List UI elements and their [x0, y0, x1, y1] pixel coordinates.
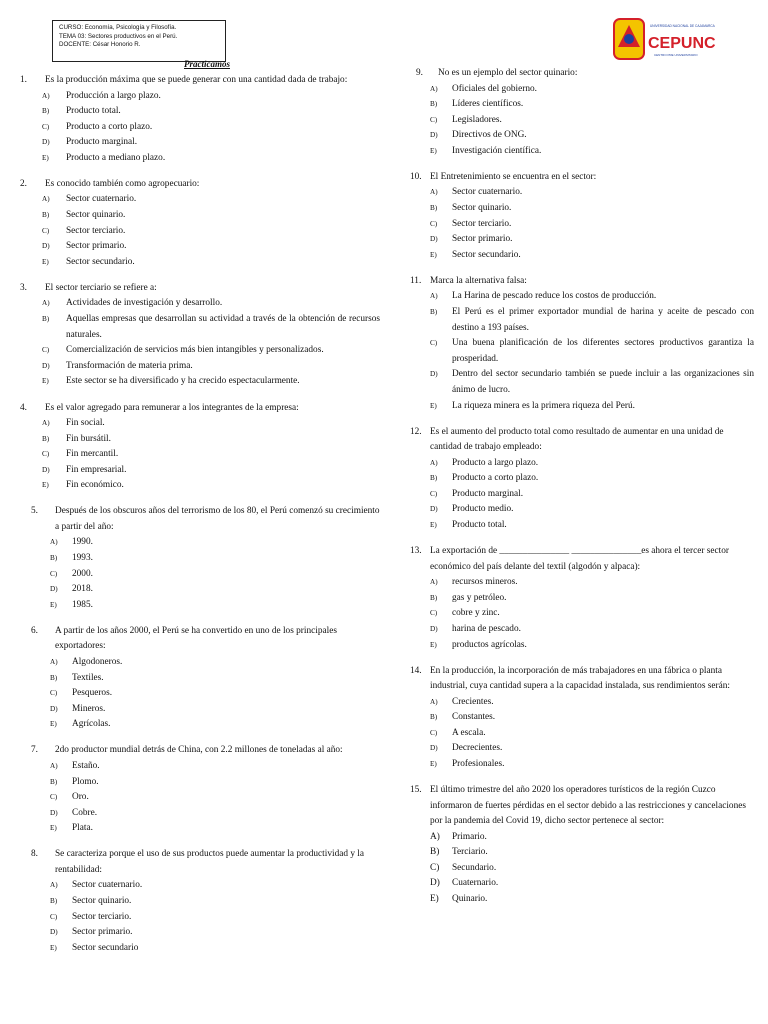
option-letter: E) — [42, 257, 49, 266]
question-number: 4. — [20, 402, 27, 413]
question-number: 10. — [410, 171, 422, 182]
option-d[interactable] — [20, 463, 380, 479]
option-letter: B) — [430, 713, 438, 722]
topic-line: TEMA 03: Sectores productivos en el Perú. — [59, 32, 178, 40]
option-letter: B) — [50, 777, 58, 786]
question-9 — [410, 66, 754, 159]
option-a[interactable] — [20, 878, 380, 894]
option-letter: E) — [430, 521, 437, 530]
option-a[interactable] — [20, 296, 380, 312]
option-text: gas y petróleo. — [452, 592, 507, 603]
option-b[interactable] — [410, 201, 754, 217]
option-letter: C) — [430, 489, 438, 498]
option-d[interactable] — [20, 582, 380, 598]
option-letter: D) — [42, 361, 50, 370]
option-text: Este sector se ha diversificado y ha crecido espectacularmente. — [66, 376, 300, 387]
option-c[interactable] — [410, 726, 754, 742]
option-c[interactable] — [20, 686, 380, 702]
question-text: Es conocido también como agropecuario: — [45, 178, 200, 189]
option-c[interactable] — [20, 447, 380, 463]
option-letter: A) — [42, 299, 50, 308]
option-c[interactable] — [410, 861, 754, 877]
question-number: 5. — [31, 506, 38, 517]
question-number: 2. — [20, 178, 27, 189]
option-letter: D) — [430, 131, 438, 140]
question-text: A partir de los años 2000, el Perú se ha convertido en uno de los principales exportadores: — [55, 625, 337, 652]
option-letter: A) — [50, 538, 58, 547]
option-e[interactable] — [20, 478, 380, 494]
question-10 — [410, 170, 754, 263]
option-text: Producto total. — [452, 520, 507, 531]
question-1 — [20, 73, 380, 166]
option-d[interactable] — [20, 806, 380, 822]
option-letter: C) — [42, 346, 50, 355]
option-letter: C) — [430, 862, 440, 873]
option-letter: C) — [50, 569, 58, 578]
option-text: Producto medio. — [452, 504, 514, 515]
option-b[interactable] — [410, 710, 754, 726]
option-letter: C) — [430, 115, 438, 124]
option-a[interactable] — [410, 185, 754, 201]
option-e[interactable] — [20, 598, 380, 614]
option-e[interactable] — [410, 892, 754, 908]
question-number: 12. — [410, 426, 422, 437]
option-text: Fin mercantil. — [66, 449, 119, 460]
option-text: Sector terciario. — [72, 911, 132, 922]
option-text: productos agrícolas. — [452, 639, 527, 650]
question-number: 7. — [31, 745, 38, 756]
option-letter: B) — [42, 107, 50, 116]
question-5 — [20, 504, 380, 613]
question-text: Después de los obscuros años del terrorismo de los 80, el Perú comenzó su crecimiento a partir del año: — [55, 506, 380, 532]
question-text: El Entretenimiento se encuentra en el sector: — [430, 171, 597, 182]
option-text: Sector cuaternario. — [72, 880, 143, 891]
option-text: Comercialización de servicios más bien intangibles y personalizados. — [66, 345, 324, 356]
option-letter: D) — [50, 585, 58, 594]
option-c[interactable] — [410, 606, 754, 622]
option-a[interactable] — [410, 830, 754, 846]
option-text: Fin económico. — [66, 480, 124, 491]
option-e[interactable] — [20, 374, 380, 390]
option-letter: E) — [430, 640, 437, 649]
course-info-box — [52, 20, 226, 62]
question-4 — [20, 401, 380, 494]
option-text: Algodoneros. — [72, 656, 123, 667]
option-letter: B) — [50, 896, 58, 905]
question-text: El sector terciario se refiere a: — [45, 282, 157, 293]
option-b[interactable] — [20, 104, 380, 120]
option-text: Sector cuaternario. — [452, 187, 523, 198]
option-a[interactable] — [20, 535, 380, 551]
option-letter: A) — [430, 188, 438, 197]
option-letter: D) — [430, 878, 440, 889]
option-letter: E) — [430, 893, 439, 904]
section-title: Practicamos — [184, 59, 230, 69]
option-d[interactable] — [410, 622, 754, 638]
option-letter: E) — [50, 824, 57, 833]
option-b[interactable] — [410, 845, 754, 861]
option-e[interactable] — [410, 399, 754, 415]
option-b[interactable] — [20, 312, 380, 343]
option-e[interactable] — [410, 757, 754, 773]
question-number: 11. — [410, 275, 422, 286]
option-text: Producto a mediano plazo. — [66, 152, 166, 163]
option-text: A escala. — [452, 727, 486, 738]
option-letter: A) — [430, 84, 438, 93]
option-letter: D) — [50, 704, 58, 713]
right-column — [410, 66, 754, 918]
option-b[interactable] — [20, 894, 380, 910]
question-13 — [410, 544, 754, 653]
option-letter: D) — [42, 465, 50, 474]
option-text: Producto marginal. — [452, 488, 524, 499]
option-letter: E) — [42, 481, 49, 490]
option-letter: C) — [430, 728, 438, 737]
option-letter: A) — [50, 881, 58, 890]
option-text: Sector terciario. — [66, 225, 126, 236]
option-letter: D) — [430, 744, 438, 753]
option-a[interactable] — [410, 289, 754, 305]
option-c[interactable] — [20, 224, 380, 240]
option-text: Terciario. — [452, 847, 488, 858]
option-c[interactable] — [20, 567, 380, 583]
option-letter: C) — [42, 450, 50, 459]
option-text: Actividades de investigación y desarrollo. — [66, 298, 223, 309]
option-d[interactable] — [20, 239, 380, 255]
option-text: Producto a corto plazo. — [452, 473, 539, 484]
option-text: Estaño. — [72, 760, 100, 771]
option-text: Sector primario. — [452, 234, 513, 245]
option-text: El Perú es el primer exportador mundial de harina y aceite de pescado con destino a 193 países. — [452, 307, 754, 333]
option-b[interactable] — [20, 671, 380, 687]
option-text: Profesionales. — [452, 759, 505, 769]
option-a[interactable] — [410, 456, 754, 472]
question-number: 1. — [20, 75, 27, 85]
options-list — [20, 192, 380, 270]
option-b[interactable] — [20, 208, 380, 224]
option-text: cobre y zinc. — [452, 608, 500, 619]
option-text: Primario. — [452, 831, 487, 842]
option-text: Investigación científica. — [452, 145, 542, 156]
option-letter: C) — [50, 689, 58, 698]
option-letter: A) — [430, 697, 438, 706]
option-letter: C) — [430, 339, 438, 348]
option-text: Fin social. — [66, 418, 105, 428]
option-d[interactable] — [20, 359, 380, 375]
option-text: Dentro del sector secundario también se puede incluir a las organizaciones sin ánimo de lucro. — [452, 369, 754, 395]
option-text: Constantes. — [452, 712, 496, 723]
options-list — [20, 89, 380, 167]
option-letter: D) — [430, 505, 438, 514]
option-e[interactable] — [20, 717, 380, 733]
option-d[interactable] — [410, 128, 754, 144]
options-list — [20, 878, 380, 956]
option-e[interactable] — [410, 638, 754, 654]
option-text: Pesqueros. — [72, 688, 113, 699]
option-letter: A) — [50, 657, 58, 666]
option-text: Fin empresarial. — [66, 464, 127, 475]
option-text: Decrecientes. — [452, 743, 503, 754]
option-text: Mineros. — [72, 703, 106, 714]
option-a[interactable] — [20, 192, 380, 208]
options-list — [410, 289, 754, 414]
options-list — [20, 535, 380, 613]
option-letter: C) — [430, 219, 438, 228]
option-letter: E) — [430, 250, 437, 259]
option-letter: A) — [42, 195, 50, 204]
option-letter: C) — [50, 793, 58, 802]
option-e[interactable] — [20, 255, 380, 271]
options-list — [20, 416, 380, 494]
question-7 — [20, 743, 380, 836]
option-text: 1990. — [72, 537, 93, 548]
option-c[interactable] — [20, 910, 380, 926]
question-text: Marca la alternativa falsa: — [430, 275, 527, 286]
option-letter: B) — [430, 204, 438, 213]
option-text: 1993. — [72, 553, 93, 564]
option-text: Sector secundario. — [452, 249, 521, 260]
course-line: CURSO: Economía, Psicología y Filosofía. — [59, 24, 177, 31]
option-letter: B) — [50, 673, 58, 682]
question-number: 3. — [20, 282, 27, 293]
question-text: Es la producción máxima que se puede generar con una cantidad dada de trabajo: — [45, 75, 348, 85]
option-letter: A) — [42, 91, 50, 100]
option-letter: E) — [430, 401, 437, 410]
option-b[interactable] — [410, 591, 754, 607]
options-list — [410, 456, 754, 534]
option-c[interactable] — [410, 336, 754, 367]
question-text: 2do productor mundial detrás de China, con 2.2 millones de toneladas al año: — [55, 745, 343, 756]
option-c[interactable] — [20, 790, 380, 806]
question-12 — [410, 425, 754, 534]
option-letter: E) — [50, 943, 57, 952]
option-text: Cuaternario. — [452, 878, 499, 889]
option-text: Agrícolas. — [72, 719, 111, 730]
option-d[interactable] — [20, 135, 380, 151]
question-8 — [20, 847, 380, 956]
option-text: La riqueza minera es la primera riqueza del Perú. — [452, 400, 636, 411]
option-letter: D) — [42, 138, 50, 147]
options-list — [20, 296, 380, 390]
option-text: Producto a corto plazo. — [66, 121, 153, 132]
teacher-line: DOCENTE: César Honorio R. — [59, 41, 141, 48]
option-a[interactable] — [20, 655, 380, 671]
option-letter: A) — [50, 761, 58, 770]
option-letter: E) — [42, 153, 49, 162]
option-c[interactable] — [20, 120, 380, 136]
option-text: Cobre. — [72, 807, 98, 818]
question-number: 6. — [31, 625, 38, 636]
left-column — [20, 73, 380, 967]
option-text: recursos mineros. — [452, 577, 518, 588]
option-b[interactable] — [20, 775, 380, 791]
options-list — [20, 655, 380, 733]
options-list — [410, 830, 754, 908]
question-text: El último trimestre del año 2020 los operadores turísticos de la región Cuzco informaron de fuertes pérdidas en el sector debido a las restricciones y cancelaciones por la pandemia del Covid 19, dicho sector pertenece al sector: — [430, 785, 746, 827]
option-c[interactable] — [410, 217, 754, 233]
option-text: Crecientes. — [452, 696, 494, 707]
option-letter: D) — [50, 928, 58, 937]
option-letter: B) — [430, 593, 438, 602]
option-letter: C) — [430, 609, 438, 618]
options-list — [20, 759, 380, 837]
question-text: En la producción, la incorporación de más trabajadores en una fábrica o planta industrial, cuya cantidad supera a la capacidad instalada, sus rendimientos serán: — [430, 665, 730, 692]
option-text: 2018. — [72, 584, 93, 595]
option-letter: B) — [42, 211, 50, 220]
option-text: Producción a largo plazo. — [66, 90, 161, 101]
option-b[interactable] — [410, 471, 754, 487]
logo-university: UNIVERSIDAD NACIONAL DE CAJAMARCA — [650, 24, 715, 28]
option-d[interactable] — [20, 702, 380, 718]
option-b[interactable] — [410, 305, 754, 336]
option-e[interactable] — [20, 941, 380, 957]
option-letter: C) — [42, 122, 50, 131]
option-c[interactable] — [410, 113, 754, 129]
option-a[interactable] — [20, 89, 380, 105]
option-letter: B) — [42, 434, 50, 443]
option-letter: D) — [50, 808, 58, 817]
option-text: Líderes científicos. — [452, 99, 524, 110]
cepunc-logo — [612, 17, 722, 65]
option-text: Sector quinario. — [66, 210, 126, 221]
option-letter: E) — [430, 146, 437, 155]
question-2 — [20, 177, 380, 270]
option-e[interactable] — [410, 518, 754, 534]
option-text: Producto total. — [66, 106, 121, 117]
question-11 — [410, 274, 754, 414]
option-letter: B) — [50, 554, 58, 563]
option-letter: B) — [430, 847, 440, 858]
option-letter: A) — [42, 419, 50, 427]
option-text: Quinario. — [452, 893, 488, 904]
option-text: 1985. — [72, 599, 93, 610]
option-d[interactable] — [410, 876, 754, 892]
option-d[interactable] — [410, 232, 754, 248]
option-text: Una buena planificación de los diferentes sectores productivos garantiza la prosperidad. — [452, 338, 754, 364]
option-text: Textiles. — [72, 672, 104, 683]
option-a[interactable] — [20, 759, 380, 775]
option-text: Oro. — [72, 792, 89, 803]
option-letter: B) — [42, 315, 50, 324]
option-letter: D) — [430, 235, 438, 244]
option-c[interactable] — [410, 487, 754, 503]
options-list — [410, 185, 754, 263]
option-text: Aquellas empresas que desarrollan su actividad a través de la obtención de recursos naturales. — [66, 314, 380, 340]
options-list — [410, 575, 754, 653]
question-text: La exportación de _______________ _______________es ahora el tercer sector económico del país delante del textil (algodón y alpaca): — [430, 546, 729, 572]
option-text: Sector primario. — [66, 241, 127, 252]
option-a[interactable] — [20, 416, 380, 432]
question-text: Es el valor agregado para remunerar a los integrantes de la empresa: — [45, 402, 299, 413]
option-e[interactable] — [410, 144, 754, 160]
option-letter: C) — [42, 226, 50, 235]
question-text: No es un ejemplo del sector quinario: — [438, 68, 578, 78]
option-d[interactable] — [410, 502, 754, 518]
option-text: La Harina de pescado reduce los costos de producción. — [452, 291, 657, 302]
option-letter: B) — [430, 474, 438, 483]
options-list — [410, 82, 754, 160]
option-letter: A) — [430, 292, 438, 301]
option-text: Plata. — [72, 823, 93, 834]
option-text: Sector terciario. — [452, 218, 512, 229]
option-text: Secundario. — [452, 862, 497, 873]
option-a[interactable] — [410, 695, 754, 711]
option-text: Sector secundario. — [66, 256, 135, 267]
question-text: Se caracteriza porque el uso de sus productos puede aumentar la productividad y la rentabilidad: — [55, 849, 365, 875]
option-text: Oficiales del gobierno. — [452, 83, 537, 94]
option-letter: E) — [430, 760, 437, 768]
option-e[interactable] — [20, 821, 380, 837]
option-letter: D) — [42, 242, 50, 251]
option-letter: E) — [50, 600, 57, 609]
option-letter: A) — [430, 831, 440, 842]
option-text: Directivos de ONG. — [452, 130, 527, 141]
option-letter: A) — [430, 458, 438, 467]
option-text: harina de pescado. — [452, 623, 521, 634]
option-text: Transformación de materia prima. — [66, 360, 193, 371]
question-14 — [410, 664, 754, 773]
option-text: 2000. — [72, 568, 93, 579]
question-3 — [20, 281, 380, 390]
option-text: Plomo. — [72, 776, 99, 787]
question-number: 14. — [410, 665, 422, 676]
option-text: Sector cuaternario. — [66, 194, 137, 205]
option-text: Legisladores. — [452, 114, 502, 125]
question-number: 13. — [410, 546, 422, 557]
option-c[interactable] — [20, 343, 380, 359]
option-d[interactable] — [410, 741, 754, 757]
question-number: 9. — [416, 68, 423, 78]
option-letter: C) — [50, 912, 58, 921]
option-d[interactable] — [410, 367, 754, 398]
option-d[interactable] — [20, 925, 380, 941]
option-a[interactable] — [410, 575, 754, 591]
option-letter: D) — [430, 370, 438, 379]
option-b[interactable] — [410, 97, 754, 113]
question-number: 8. — [31, 849, 38, 860]
question-15 — [410, 783, 754, 907]
option-a[interactable] — [410, 82, 754, 98]
option-letter: A) — [430, 578, 438, 587]
question-6 — [20, 624, 380, 733]
option-letter: E) — [42, 377, 49, 386]
option-letter: B) — [430, 308, 438, 317]
option-text: Producto marginal. — [66, 137, 138, 148]
option-b[interactable] — [20, 551, 380, 567]
question-number: 15. — [410, 785, 422, 796]
option-text: Sector quinario. — [452, 203, 512, 214]
option-text: Sector primario. — [72, 927, 133, 938]
option-letter: E) — [50, 720, 57, 729]
question-text: Es el aumento del producto total como resultado de aumentar en una unidad de cantidad de trabajo empleado: — [430, 426, 724, 453]
option-text: Sector quinario. — [72, 895, 132, 906]
option-b[interactable] — [20, 432, 380, 448]
option-text: Producto a largo plazo. — [452, 457, 539, 468]
option-letter: B) — [430, 100, 438, 109]
option-letter: D) — [430, 624, 438, 633]
logo-tagline: CENTRO PRE UNIVERSITARIO — [654, 53, 698, 57]
logo-text: CEPUNC — [648, 35, 716, 52]
options-list — [410, 695, 754, 773]
option-e[interactable] — [20, 151, 380, 167]
option-e[interactable] — [410, 248, 754, 264]
option-text: Sector secundario — [72, 942, 139, 953]
option-text: Fin bursátil. — [66, 433, 111, 444]
